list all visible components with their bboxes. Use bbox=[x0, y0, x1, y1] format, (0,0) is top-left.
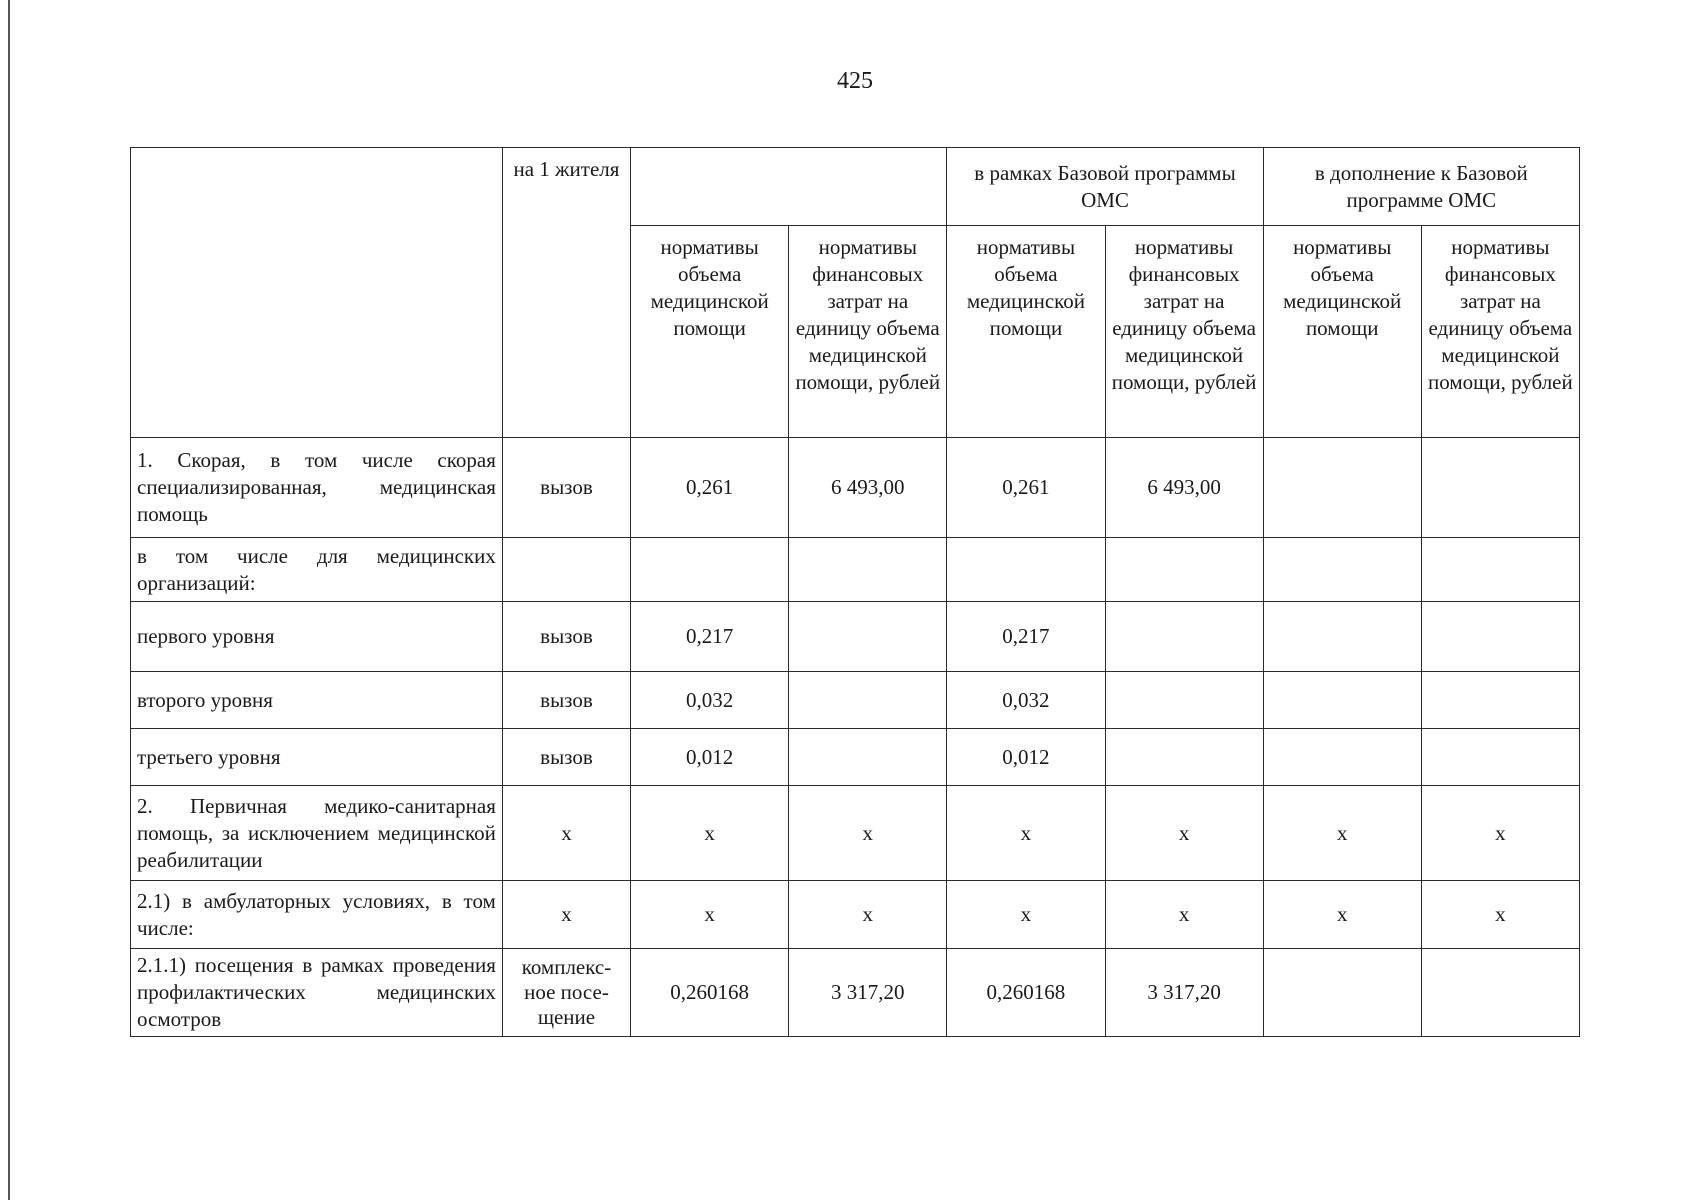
header-group-basic: в рамках Базовой программы ОМС bbox=[947, 148, 1263, 226]
cell-additional-volume: x bbox=[1263, 881, 1421, 949]
page-number: 425 bbox=[837, 68, 873, 94]
cell-additional-cost bbox=[1421, 602, 1579, 672]
cell-basic-cost: x bbox=[1105, 881, 1263, 949]
cell-basic-volume: 0,217 bbox=[947, 602, 1105, 672]
table-row bbox=[131, 438, 1580, 538]
table-row bbox=[131, 538, 1580, 602]
cell-volume: 0,260168 bbox=[631, 949, 789, 1037]
cell-basic-volume: x bbox=[947, 881, 1105, 949]
header-group-additional: в дополнение к Базовой программе ОМС bbox=[1263, 148, 1579, 226]
cell-volume: 0,032 bbox=[631, 672, 789, 729]
cell-additional-volume bbox=[1263, 949, 1421, 1037]
cell-basic-cost: x bbox=[1105, 786, 1263, 881]
cell-volume: x bbox=[631, 881, 789, 949]
cell-additional-cost bbox=[1421, 672, 1579, 729]
cell-cost: x bbox=[789, 786, 947, 881]
table-row bbox=[131, 602, 1580, 672]
cell-additional-volume bbox=[1263, 538, 1421, 602]
row-unit: вызов bbox=[502, 729, 630, 786]
cell-additional-cost bbox=[1421, 438, 1579, 538]
cell-additional-volume: x bbox=[1263, 786, 1421, 881]
table-row bbox=[131, 881, 1580, 949]
cell-basic-volume: 0,261 bbox=[947, 438, 1105, 538]
row-unit: вызов bbox=[502, 672, 630, 729]
cell-additional-cost: x bbox=[1421, 881, 1579, 949]
row-label: 2. Первичная медико-санитарная помощь, за исключением медицинской реабилитации bbox=[131, 786, 503, 881]
cell-basic-volume: 0,012 bbox=[947, 729, 1105, 786]
row-label: третьего уровня bbox=[131, 729, 503, 786]
cell-cost bbox=[789, 672, 947, 729]
cell-basic-volume: 0,260168 bbox=[947, 949, 1105, 1037]
cell-cost bbox=[789, 602, 947, 672]
cell-additional-cost bbox=[1421, 729, 1579, 786]
cell-additional-cost bbox=[1421, 538, 1579, 602]
table-row bbox=[131, 949, 1580, 1037]
cell-additional-volume bbox=[1263, 729, 1421, 786]
cell-cost: 3 317,20 bbox=[789, 949, 947, 1037]
cell-cost: 6 493,00 bbox=[789, 438, 947, 538]
table-row bbox=[131, 672, 1580, 729]
cell-basic-cost bbox=[1105, 729, 1263, 786]
cell-additional-cost bbox=[1421, 949, 1579, 1037]
cell-basic-volume bbox=[947, 538, 1105, 602]
header-unit: на 1 жителя bbox=[502, 148, 630, 438]
cell-cost bbox=[789, 538, 947, 602]
header-cost-norm: нормативы финансовых затрат на единицу объема медицинской помощи, рублей bbox=[789, 226, 947, 438]
header-blank-cell bbox=[131, 148, 503, 438]
cell-additional-cost: x bbox=[1421, 786, 1579, 881]
row-unit: x bbox=[502, 786, 630, 881]
row-label: 1. Скорая, в том числе скорая специализированная, медицинская помощь bbox=[131, 438, 503, 538]
header-cost-norm: нормативы финансовых затрат на единицу объема медицинской помощи, рублей bbox=[1105, 226, 1263, 438]
cell-additional-volume bbox=[1263, 672, 1421, 729]
cell-cost: x bbox=[789, 881, 947, 949]
row-unit: вызов bbox=[502, 438, 630, 538]
header-volume-norm: нормативы объема медицинской помощи bbox=[1263, 226, 1421, 438]
row-unit bbox=[502, 538, 630, 602]
norms-table bbox=[130, 147, 1580, 1037]
table-row bbox=[131, 729, 1580, 786]
left-margin-rule bbox=[8, 0, 10, 1200]
cell-additional-volume bbox=[1263, 602, 1421, 672]
cell-basic-cost bbox=[1105, 602, 1263, 672]
row-label: второго уровня bbox=[131, 672, 503, 729]
cell-volume: 0,012 bbox=[631, 729, 789, 786]
row-label: в том числе для медицинских организаций: bbox=[131, 538, 503, 602]
cell-volume: x bbox=[631, 786, 789, 881]
row-label: 2.1) в амбулаторных условиях, в том числе: bbox=[131, 881, 503, 949]
table-row bbox=[131, 786, 1580, 881]
cell-additional-volume bbox=[1263, 438, 1421, 538]
header-group-empty bbox=[631, 148, 947, 226]
header-row-groups bbox=[131, 148, 1580, 226]
cell-basic-cost: 3 317,20 bbox=[1105, 949, 1263, 1037]
cell-volume: 0,261 bbox=[631, 438, 789, 538]
cell-basic-cost bbox=[1105, 672, 1263, 729]
cell-cost bbox=[789, 729, 947, 786]
row-unit: x bbox=[502, 881, 630, 949]
cell-basic-volume: x bbox=[947, 786, 1105, 881]
cell-basic-cost bbox=[1105, 538, 1263, 602]
row-label: первого уровня bbox=[131, 602, 503, 672]
cell-volume bbox=[631, 538, 789, 602]
header-volume-norm: нормативы объема медицинской помощи bbox=[631, 226, 789, 438]
cell-volume: 0,217 bbox=[631, 602, 789, 672]
cell-basic-cost: 6 493,00 bbox=[1105, 438, 1263, 538]
row-unit: вызов bbox=[502, 602, 630, 672]
row-label: 2.1.1) посещения в рамках проведения профилактических медицинских осмотров bbox=[131, 949, 503, 1037]
cell-basic-volume: 0,032 bbox=[947, 672, 1105, 729]
row-unit: комплекс-ное посе-щение bbox=[502, 949, 630, 1037]
header-volume-norm: нормативы объема медицинской помощи bbox=[947, 226, 1105, 438]
header-cost-norm: нормативы финансовых затрат на единицу объема медицинской помощи, рублей bbox=[1421, 226, 1579, 438]
